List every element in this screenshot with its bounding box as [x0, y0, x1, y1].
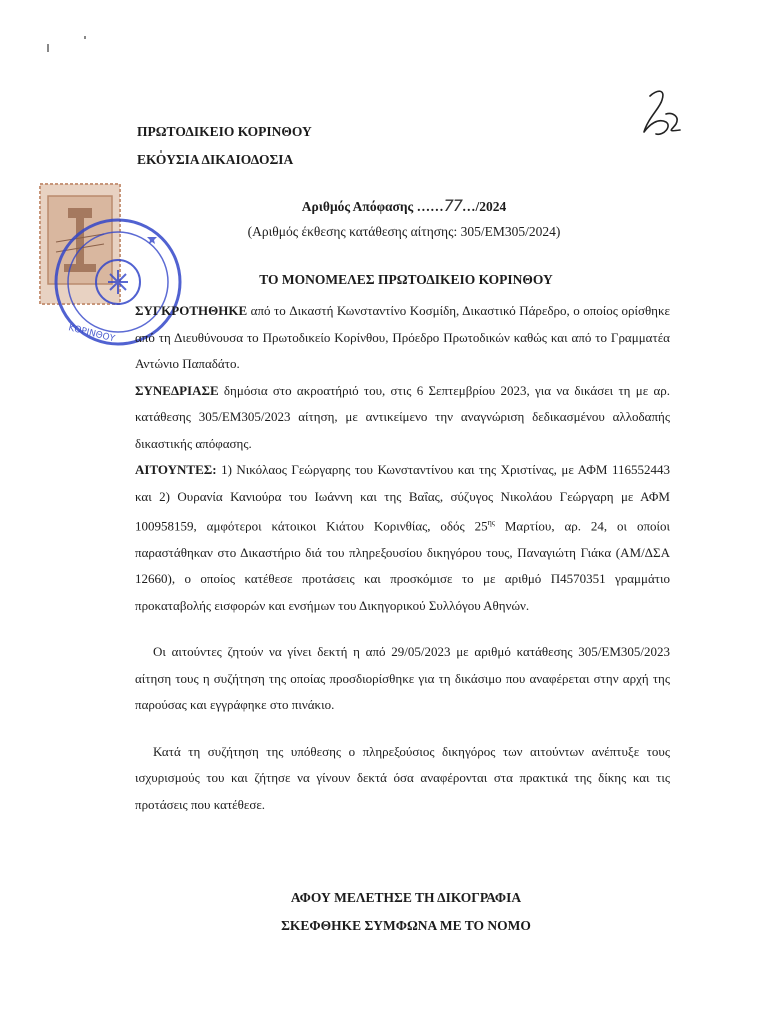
- svg-text:ΚΟΡΙΝΘΟΥ: ΚΟΡΙΝΘΟΥ: [67, 323, 116, 345]
- closing-heading: [0, 884, 768, 940]
- decision-number-handwritten: 77: [443, 196, 462, 215]
- closing-line-1: ΑΦΟΥ ΜΕΛΕΤΗΣΕ ΤΗ ΔΙΚΟΓΡΑΦΙΑ: [290, 890, 522, 905]
- court-header: [137, 118, 312, 174]
- document-body: [135, 298, 670, 818]
- ordinal-suffix: ης: [487, 518, 495, 527]
- filing-note: (Αριθμός έκθεσης κατάθεσης αίτησης: 305/ΕΜ305/2024): [247, 224, 561, 239]
- scan-speck: [84, 36, 86, 39]
- decision-number-label: Αριθμός Απόφασης: [301, 199, 414, 214]
- paragraph-applicants: [135, 457, 670, 619]
- paragraph-session: [135, 378, 670, 458]
- closing-line-2: ΣΚΕΦΘΗΚΕ ΣΥΜΦΩΝΑ ΜΕ ΤΟ ΝΟΜΟ: [281, 918, 531, 933]
- section-heading: ΣΥΝΕΔΡΙΑΣΕ: [135, 382, 219, 398]
- decision-number: [0, 196, 768, 215]
- paragraph-text: δημόσια στο ακροατήριό του, στις 6 Σεπτεμβρίου 2023, για να δικάσει τη με αρ. κατάθεσης 305/ΕΜ305/2023 αίτηση, με αντικείμενο την αναγνώριση δεδικασμένου αλλοδαπής δικαστικής απόφασης.: [135, 382, 670, 451]
- paragraph-text: 1) Νικόλαος Γεώργαρης του Κωνσταντίνου και της Χριστίνας, με ΑΦΜ 116552443 και 2) Ουρανία Κανιούρα του Ιωάννη και της Βαΐας, σύζυγος Νικολάου Γεώργαρη με ΑΦΜ 100958159, αμφότεροι κάτοικοι Κιάτου Κορινθίας, οδός 25: [135, 462, 670, 534]
- section-heading: ΑΙΤΟΥΝΤΕΣ:: [135, 462, 217, 477]
- decision-dots: ……: [413, 199, 444, 214]
- court-title: ΤΟ ΜΟΝΟΜΕΛΕΣ ΠΡΩΤΟΔΙΚΕΙΟ ΚΟΡΙΝΘΟΥ: [259, 272, 553, 287]
- decision-dots: …: [461, 199, 476, 214]
- court-name: ΠΡΩΤΟΔΙΚΕΙΟ ΚΟΡΙΝΘΟΥ: [137, 124, 312, 139]
- paragraph-request: Οι αιτούντες ζητούν να γίνει δεκτή η από 29/05/2023 με αριθμό κατάθεσης 305/ΕΜ305/2023 αίτηση τους η συζήτηση της οποίας προσδιορίσθηκε για τη δικάσιμο που αναφέρεται στην αρχή της παρούσας και εγγράφηκε στο πινάκιο.: [135, 644, 670, 713]
- section-heading: ΣΥΓΚΡΟΤΗΘΗΚΕ: [135, 303, 248, 318]
- paragraph-text: Μαρτίου, αρ. 24, οι οποίοι παραστάθηκαν στο Δικαστήριο διά του πληρεξουσίου δικηγόρου τους, Παναγιώτη Γιάκα (ΑΜ/ΔΣΑ 12660), ο οποίος κατέθεσε προτάσεις και προσκόμισε το με αριθμό Π4570351 γραμμάτιο προκαταβολής εισφορών και ενσήμων του Δικηγορικού Συλλόγου Αθηνών.: [135, 518, 670, 613]
- scan-speck: [47, 44, 49, 52]
- paragraph-text: από τo Δικαστή Κωνσταντίνο Κοσμίδη, Δικαστικό Πάρεδρο, ο οποίος ορίσθηκε από τη Διευθύνουσα το Πρωτοδικείο Κορίνθου, Πρόεδρο Πρωτοδικών καθώς και από το Γραμματέα Αντώνιο Παπαδάτο.: [135, 303, 670, 371]
- handwritten-initial-icon: [636, 84, 686, 144]
- paragraph-composition: [135, 298, 670, 378]
- decision-year: /2024: [475, 199, 507, 214]
- paragraph-hearing: Κατά τη συζήτηση της υπόθεσης ο πληρεξούσιος δικηγόρος των αιτούντων ανέπτυξε τους ισχυρισμούς του και ζήτησε να γίνουν δεκτά όσα αναφέρονται στα πρακτικά της δίκης και τις προτάσεις που κατέθεσε.: [135, 743, 670, 812]
- court-division: ΕΚΟΥΣΙΑ ΔΙΚΑΙΟΔΟΣΙΑ: [137, 152, 294, 167]
